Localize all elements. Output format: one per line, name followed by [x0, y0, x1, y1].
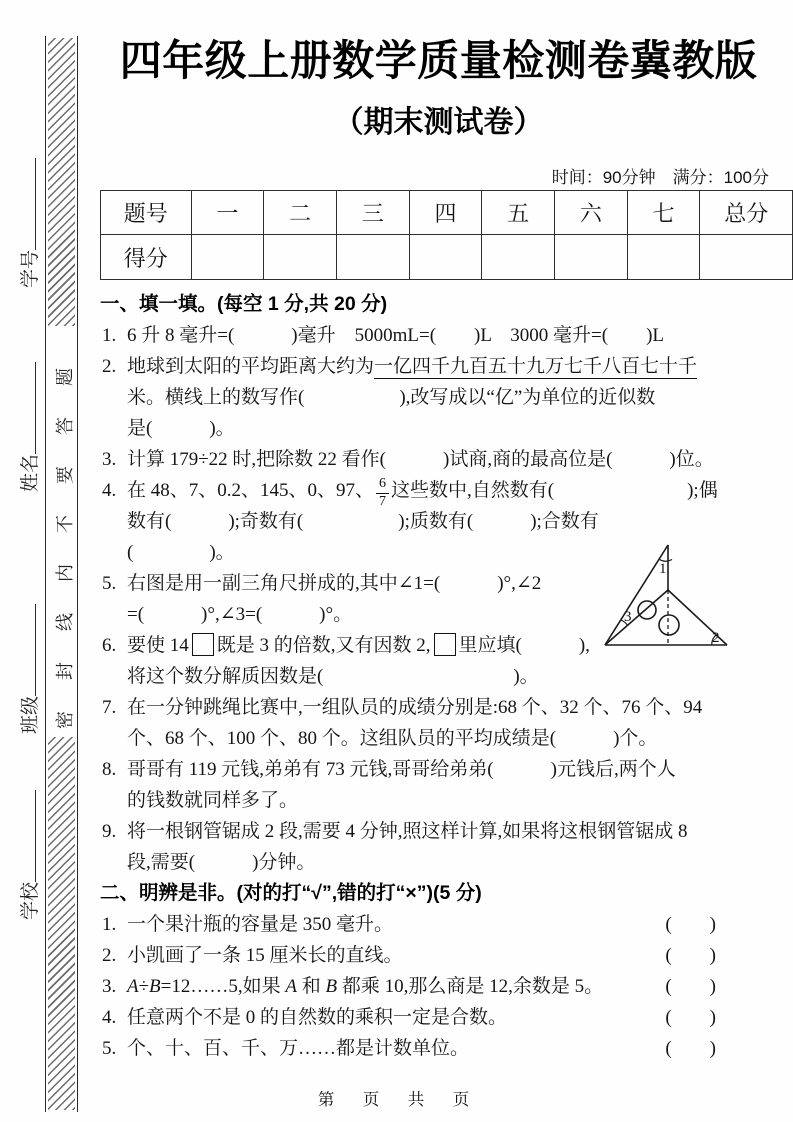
- question-line: 在一分钟跳绳比赛中,一组队员的成绩分别是:68 个、32 个、76 个、94: [127, 697, 703, 718]
- student-field-blank-line: [16, 790, 36, 882]
- item-text: 和: [296, 976, 326, 997]
- question-number: 7.: [102, 697, 117, 718]
- figure-hole-circle-left: [638, 601, 656, 619]
- score-header-cell: 六: [555, 191, 628, 235]
- digit-box: [192, 633, 214, 656]
- score-empty-cell: [482, 235, 555, 280]
- student-field-blank-line: [16, 362, 36, 454]
- score-empty-cell: [264, 235, 337, 280]
- question-number: 1.: [102, 325, 117, 346]
- question-line: 是( )。: [127, 418, 235, 439]
- student-field-label: 姓名: [20, 453, 41, 492]
- answer-parentheses: ( ): [665, 1038, 716, 1059]
- student-field-label: 班级: [20, 695, 41, 734]
- question-9: [100, 816, 792, 878]
- score-header-cell: 七: [627, 191, 700, 235]
- question-line: 右图是用一副三角尺拼成的,其中∠1=( )°,∠2: [127, 573, 542, 594]
- question-text: 里应填( ),: [458, 635, 590, 656]
- answer-parentheses: ( ): [665, 914, 716, 935]
- student-field-label: 学号: [20, 249, 41, 288]
- item-number: 5.: [102, 1038, 117, 1059]
- page-subtitle: （期末测试卷）: [333, 106, 544, 139]
- angle-1-label: 1: [659, 561, 667, 577]
- fraction-six-sevenths: [376, 477, 389, 509]
- question-2: [100, 351, 792, 444]
- truefalse-item-1: [100, 909, 792, 940]
- section2-heading: 二、明辨是非。(对的打“√”,错的打“×”)(5 分): [100, 882, 482, 904]
- question-number: 4.: [102, 480, 117, 501]
- question-number: 3.: [102, 449, 117, 470]
- question-line: 6 升 8 毫升=( )毫升 5000mL=( )L 3000 毫升=( )L: [127, 325, 665, 346]
- question-line: 段,需要( )分钟。: [127, 852, 316, 873]
- truefalse-item-2: [100, 940, 792, 971]
- student-field-blank-line: [16, 158, 36, 250]
- score-header-cell: 总分: [700, 191, 793, 235]
- item-text: ÷: [138, 976, 150, 997]
- figure-hole-circle-right: [659, 615, 679, 635]
- question-line: [127, 351, 792, 382]
- score-empty-cell: [700, 235, 793, 280]
- question-line: ( )。: [127, 542, 235, 563]
- question-line: 计算 179÷22 时,把除数 22 看作( )试商,商的最高位是( )位。: [127, 449, 714, 470]
- score-header-cell: 三: [336, 191, 409, 235]
- section1-heading: 一、填一填。(每空 1 分,共 20 分): [100, 293, 388, 315]
- seal-border-line-right: [77, 36, 78, 1112]
- underlined-number-text: 一亿四千九百五十九万七千八百七十千: [374, 356, 698, 377]
- question-3: [100, 444, 792, 475]
- item-number: 3.: [102, 976, 117, 997]
- item-text: =12……5,如果: [160, 976, 286, 997]
- seal-hatch-bottom: [48, 737, 75, 1110]
- score-empty-cell: [409, 235, 482, 280]
- seal-line-text: 密封线内不要答题: [55, 337, 75, 729]
- question-7: [100, 692, 792, 754]
- score-header-cell: 一: [191, 191, 264, 235]
- question-number: 9.: [102, 821, 117, 842]
- score-row-label: 得分: [101, 235, 192, 280]
- figure-inner-left-edge: [605, 590, 668, 645]
- question-line: 将一根钢管锯成 2 段,需要 4 分钟,照这样计算,如果将这根钢管锯成 8: [127, 821, 688, 842]
- question-text: 这些数中,自然数有( );偶: [391, 480, 718, 501]
- question-text: 在 48、7、0.2、145、0、97、: [127, 480, 375, 501]
- seal-border-line-left: [45, 36, 46, 1112]
- truefalse-item-4: [100, 1002, 792, 1033]
- seal-hatch-top: [48, 38, 75, 326]
- student-field-school: [15, 790, 42, 920]
- digit-box: [434, 633, 456, 656]
- truefalse-item-3: [100, 971, 792, 1002]
- question-text: 地球到太阳的平均距离大约为: [127, 356, 375, 377]
- score-empty-cell: [336, 235, 409, 280]
- answer-parentheses: ( ): [665, 945, 716, 966]
- question-line: 将这个数分解质因数是( )。: [127, 666, 539, 687]
- item-text: 个、十、百、千、万……都是计数单位。: [127, 1038, 470, 1059]
- score-table-score-row: [101, 235, 793, 280]
- angle-2-label: 2: [712, 630, 720, 646]
- score-table: [100, 190, 793, 280]
- student-field-name: [15, 362, 42, 492]
- score-empty-cell: [555, 235, 628, 280]
- answer-parentheses: ( ): [665, 976, 716, 997]
- score-header-cell: 五: [482, 191, 555, 235]
- question-number: 6.: [102, 635, 117, 656]
- item-text: 一个果汁瓶的容量是 350 毫升。: [127, 914, 394, 935]
- question-line: 米。横线上的数写作( ),改写成以“亿”为单位的近似数: [127, 387, 656, 408]
- angle-3-label: 3: [624, 609, 632, 625]
- question-line: 个、68 个、100 个、80 个。这组队员的平均成绩是( )个。: [127, 728, 658, 749]
- score-table-header-row: [101, 191, 793, 235]
- score-empty-cell: [191, 235, 264, 280]
- question-number: 2.: [102, 356, 117, 377]
- item-number: 1.: [102, 914, 117, 935]
- score-empty-cell: [627, 235, 700, 280]
- set-square-triangle-figure: [593, 538, 788, 668]
- variable-a: A: [285, 976, 297, 997]
- item-text: 都乘 10,那么商是 12,余数是 5。: [337, 976, 604, 997]
- page-title: 四年级上册数学质量检测卷冀教版: [119, 37, 758, 84]
- question-line: 哥哥有 119 元钱,弟弟有 73 元钱,哥哥给弟弟( )元钱后,两个人: [127, 759, 676, 780]
- variable-b: B: [325, 976, 338, 997]
- student-field-blank-line: [16, 604, 36, 696]
- question-text: 要使 14: [127, 635, 189, 656]
- score-header-cell: 题号: [101, 191, 192, 235]
- question-text: 既是 3 的倍数,又有因数 2,: [216, 635, 431, 656]
- student-field-class: [15, 604, 42, 734]
- question-number: 5.: [102, 573, 117, 594]
- question-1: [100, 320, 792, 351]
- student-field-studentid: [15, 158, 42, 288]
- score-header-cell: 四: [409, 191, 482, 235]
- question-number: 8.: [102, 759, 117, 780]
- exam-meta: 时间：90分钟 满分：100分: [551, 168, 769, 187]
- item-number: 4.: [102, 1007, 117, 1028]
- answer-parentheses: ( ): [665, 1007, 716, 1028]
- fraction-denominator: 7: [379, 494, 387, 509]
- figure-long-hypotenuse: [605, 545, 668, 645]
- variable-a: A: [127, 976, 139, 997]
- score-header-cell: 二: [264, 191, 337, 235]
- question-line: =( )°,∠3=( )°。: [127, 604, 353, 625]
- item-text: 小凯画了一条 15 厘米长的直线。: [127, 945, 403, 966]
- question-8: [100, 754, 792, 816]
- page-footer: 第 页 共 页: [317, 1091, 476, 1109]
- question-line: 的钱数就同样多了。: [127, 790, 299, 811]
- student-field-label: 学校: [20, 881, 41, 920]
- exam-body: [100, 289, 792, 1064]
- question-line: 数有( );奇数有( );质数有( );合数有: [127, 511, 599, 532]
- question-line: [127, 475, 792, 509]
- item-text: 任意两个不是 0 的自然数的乘积一定是合数。: [127, 1007, 508, 1028]
- item-number: 2.: [102, 945, 117, 966]
- fraction-numerator: 6: [376, 477, 389, 494]
- truefalse-item-5: [100, 1033, 792, 1064]
- variable-b: B: [149, 976, 161, 997]
